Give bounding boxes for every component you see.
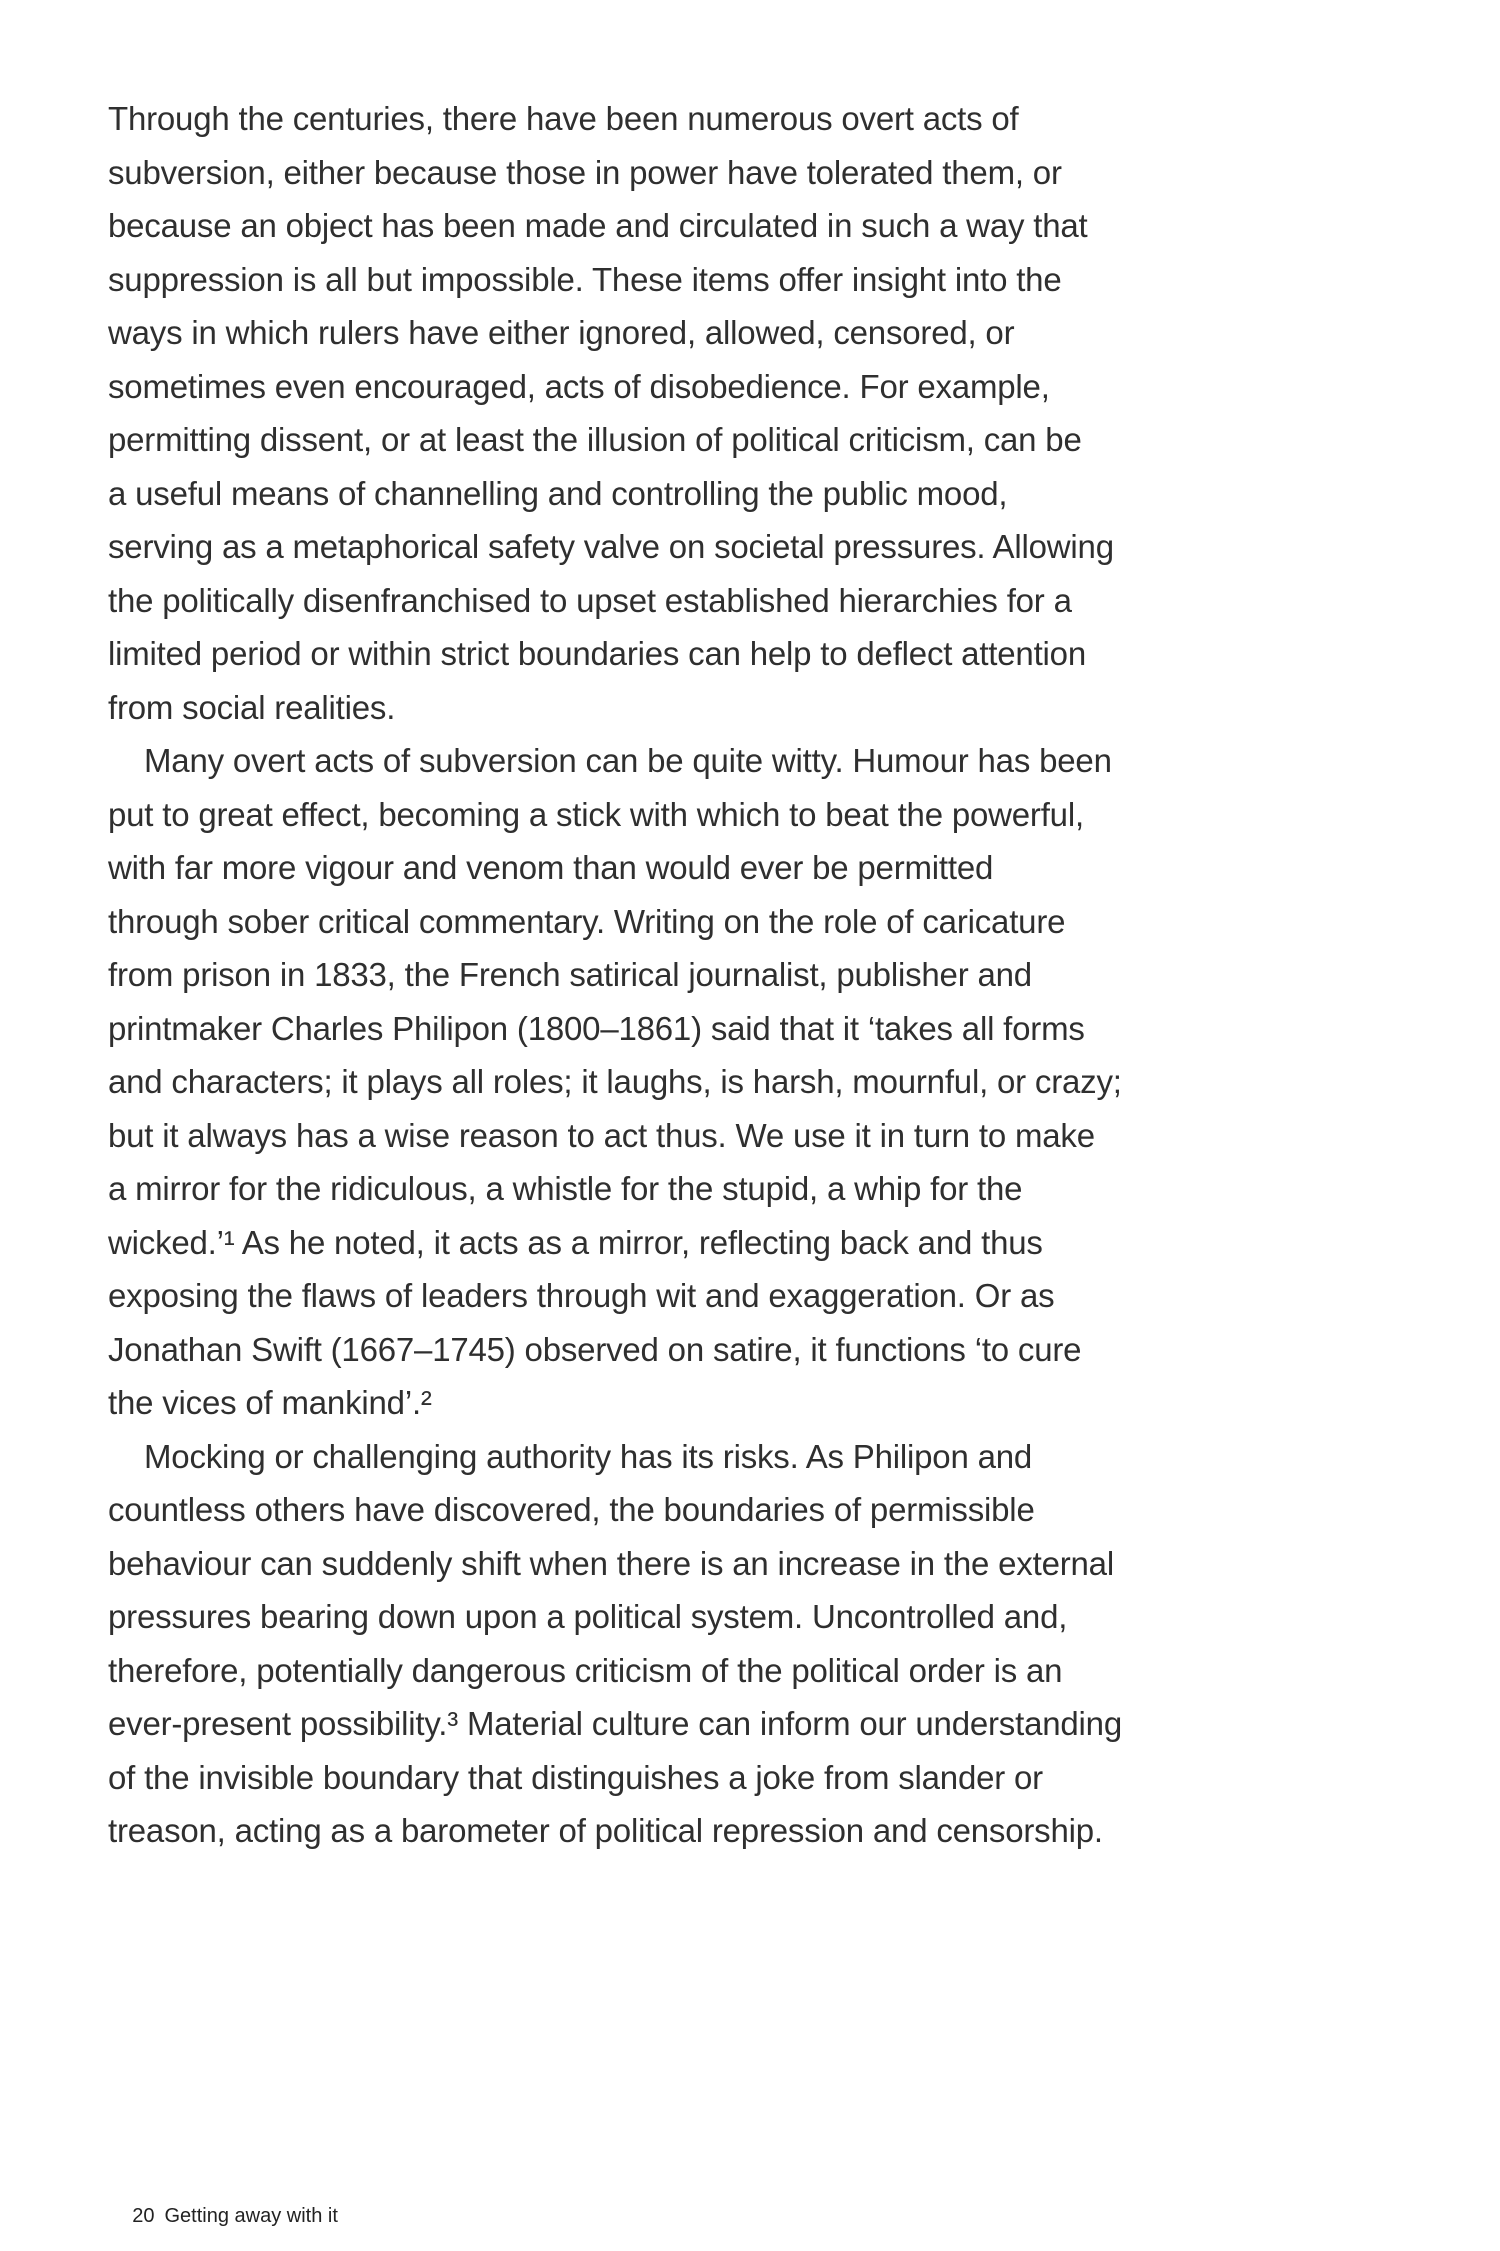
text-line: therefore, potentially dangerous criticism of the political order is an — [108, 1651, 1063, 1689]
text-line: countless others have discovered, the boundaries of permissible — [108, 1491, 1035, 1528]
text-line: Jonathan Swift (1667–1745) observed on satire, it functions ‘to cure — [108, 1330, 1082, 1368]
text-line: Mocking or challenging authority has its risks. As Philipon and — [144, 1437, 1033, 1475]
text-line: the politically disenfranchised to upset established hierarchies for a — [108, 581, 1072, 619]
body-text — [108, 92, 1218, 1858]
text-line: exposing the flaws of leaders through wit and exaggeration. Or as — [108, 1277, 1055, 1314]
text-line: serving as a metaphorical safety valve on societal pressures. Allowing — [108, 528, 1114, 565]
page-number: 20 — [132, 2205, 155, 2227]
text-line: behaviour can suddenly shift when there is an increase in the external — [108, 1544, 1114, 1582]
text-line: permitting dissent, or at least the illusion of political criticism, can be — [108, 421, 1082, 458]
text-line: suppression is all but impossible. These items offer insight into the — [108, 260, 1062, 298]
text-line: put to great effect, becoming a stick with which to beat the powerful, — [108, 795, 1084, 833]
text-line: of the invisible boundary that distinguishes a joke from slander or — [108, 1758, 1043, 1796]
text-line: printmaker Charles Philipon (1800–1861) said that it ‘takes all forms — [108, 1009, 1085, 1047]
text-line: a mirror for the ridiculous, a whistle for the stupid, a whip for the — [108, 1170, 1023, 1207]
text-line: ever-present possibility.³ Material culture can inform our understanding — [108, 1705, 1122, 1742]
text-line: a useful means of channelling and controlling the public mood, — [108, 474, 1008, 512]
text-line: subversion, either because those in power have tolerated them, or — [108, 153, 1062, 191]
text-line: from social realities. — [108, 688, 396, 726]
text-line: but it always has a wise reason to act thus. We use it in turn to make — [108, 1116, 1095, 1154]
running-title: Getting away with it — [164, 2205, 338, 2227]
text-line: wicked.’¹ As he noted, it acts as a mirror, reflecting back and thus — [108, 1223, 1043, 1261]
text-line: pressures bearing down upon a political system. Uncontrolled and, — [108, 1598, 1068, 1635]
text-line: through sober critical commentary. Writing on the role of caricature — [108, 902, 1066, 940]
text-line: Through the centuries, there have been numerous overt acts of — [108, 100, 1019, 137]
text-line: from prison in 1833, the French satirical journalist, publisher and — [108, 956, 1032, 993]
text-line: treason, acting as a barometer of political repression and censorship. — [108, 1812, 1103, 1849]
text-line: Many overt acts of subversion can be quite witty. Humour has been — [144, 742, 1112, 779]
text-line: and characters; it plays all roles; it laughs, is harsh, mournful, or crazy; — [108, 1063, 1122, 1100]
text-line: limited period or within strict boundaries can help to deflect attention — [108, 635, 1086, 672]
page-footer — [110, 2182, 338, 2251]
text-line: the vices of mankind’.² — [108, 1384, 432, 1421]
text-line: sometimes even encouraged, acts of disobedience. For example, — [108, 367, 1050, 405]
text-line: ways in which rulers have either ignored, allowed, censored, or — [108, 314, 1015, 351]
text-line: with far more vigour and venom than would ever be permitted — [108, 849, 994, 886]
text-line: because an object has been made and circulated in such a way that — [108, 207, 1088, 244]
